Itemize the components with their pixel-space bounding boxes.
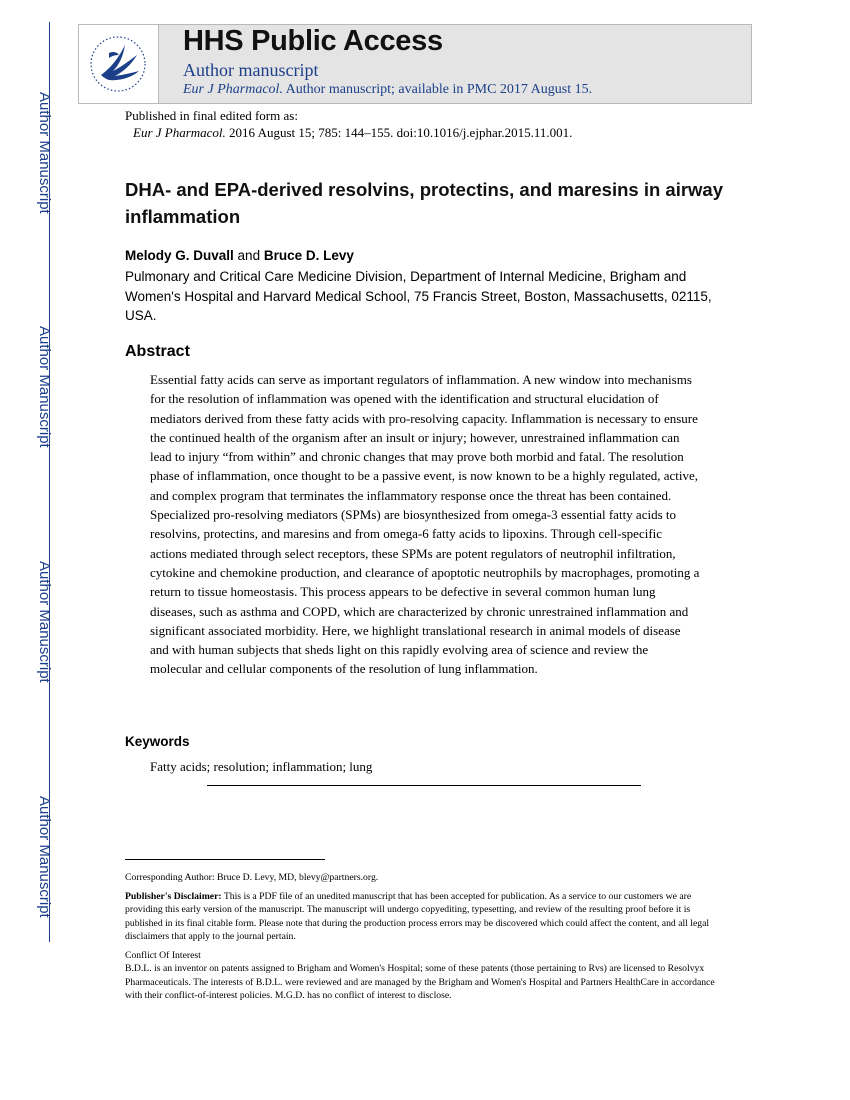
author-separator: and (237, 248, 261, 263)
disclaimer-text: This is a PDF file of an unedited manuscript that has been accepted for publication. As a service to our customers we are providing this early version of the manuscript. The manuscript will undergo copyediting, typesetting, and review of the resulting proof before it is published in its final citable form. Please note that during the production process errors may be discovered which could affect the content, and all legal disclaimers that apply to the journal pertain. (125, 890, 710, 942)
margin-label-1: Author Manuscript (36, 92, 53, 214)
corresponding-author: Corresponding Author: Bruce D. Levy, MD, blevy@partners.org. (125, 872, 379, 883)
hhs-header (78, 24, 752, 104)
publisher-disclaimer (125, 890, 725, 944)
keywords-text: Fatty acids; resolution; inflammation; lung (150, 759, 373, 774)
abstract-heading: Abstract (125, 343, 190, 360)
affiliation: Pulmonary and Critical Care Medicine Division, Department of Internal Medicine, Brigham and Women's Hospital and Harvard Medical School, 75 Francis Street, Boston, Massachusetts, 02115, USA. (125, 269, 712, 323)
keywords-divider (207, 785, 641, 786)
margin-label-2: Author Manuscript (36, 326, 53, 448)
footnotes (125, 871, 725, 1008)
margin-label-4: Author Manuscript (36, 796, 53, 918)
disclaimer-label: Publisher's Disclaimer: (125, 890, 222, 902)
footnote-divider (125, 859, 325, 860)
publication-intro: Published in final edited form as: (125, 108, 298, 123)
keywords-heading: Keywords (125, 734, 190, 749)
publication-journal: Eur J Pharmacol. (133, 125, 226, 140)
hhs-eagle-icon (79, 25, 158, 103)
header-title: HHS Public Access (183, 25, 443, 57)
article-title: DHA- and EPA-derived resolvins, protectins, and maresins in airway inflammation (125, 179, 723, 227)
publication-info (125, 108, 572, 141)
publication-citation: 2016 August 15; 785: 144–155. doi:10.1016/j.ejphar.2015.11.001. (229, 125, 573, 140)
margin-label-3: Author Manuscript (36, 561, 53, 683)
header-availability: Author manuscript; available in PMC 2017 August 15. (285, 82, 593, 97)
hhs-logo (79, 25, 159, 103)
header-citation (183, 82, 592, 98)
header-journal: Eur J Pharmacol. (183, 82, 283, 97)
author-list (125, 248, 354, 263)
abstract-text: Essential fatty acids can serve as important regulators of inflammation. A new window into mechanisms for the resolution of inflammation was opened with the identification and structural elucidation of mediators derived from these fatty acids with pro-resolving capacity. Inflammation is necessary to ensure the continued health of the organism after an insult or injury; however, unrestrained inflammation can lead to injury “from within” and chronic changes that may prove both morbid and fatal. The resolution phase of inflammation, once thought to be a passive event, is now known to be a highly regulated, active, and complex program that terminates the inflammatory response once the threat has been contained. Specialized pro-resolving mediators (SPMs) are biosynthesized from omega-3 essential fatty acids to resolvins, protectins, and maresins and from omega-6 fatty acids to lipoxins. Through cell-specific actions mediated through select receptors, these SPMs are potent regulators of neutrophil infiltration, cytokine and chemokine production, and clearance of apoptotic neutrophils by macrophages, promoting a return to tissue homeostasis. This process appears to be defective in several common human lung diseases, such as asthma and COPD, which are characterized by chronic unrestrained inflammation and significant associated morbidity. Here, we highlight translational research in animal models of disease and with human subjects that sheds light on this rapidly evolving area of science and review the molecular and cellular components of the resolution of lung inflammation. (150, 372, 700, 677)
author-1: Melody G. Duvall (125, 248, 234, 263)
author-2: Bruce D. Levy (263, 248, 354, 263)
header-subtitle: Author manuscript (183, 60, 319, 80)
conflict-text: B.D.L. is an inventor on patents assigned to Brigham and Women's Hospital; some of these patents (those pertaining to Rvs) are licensed to Resolvyx Pharmaceuticals. The interests of B.D.L. were reviewed and are managed by the Brigham and Women's Hospital and Partners HealthCare in accordance with their conflict-of-interest policies. M.G.D. has no conflict of interest to disclose. (125, 963, 715, 1001)
conflict-heading: Conflict Of Interest (125, 949, 201, 961)
publication-citation-line (125, 125, 572, 141)
